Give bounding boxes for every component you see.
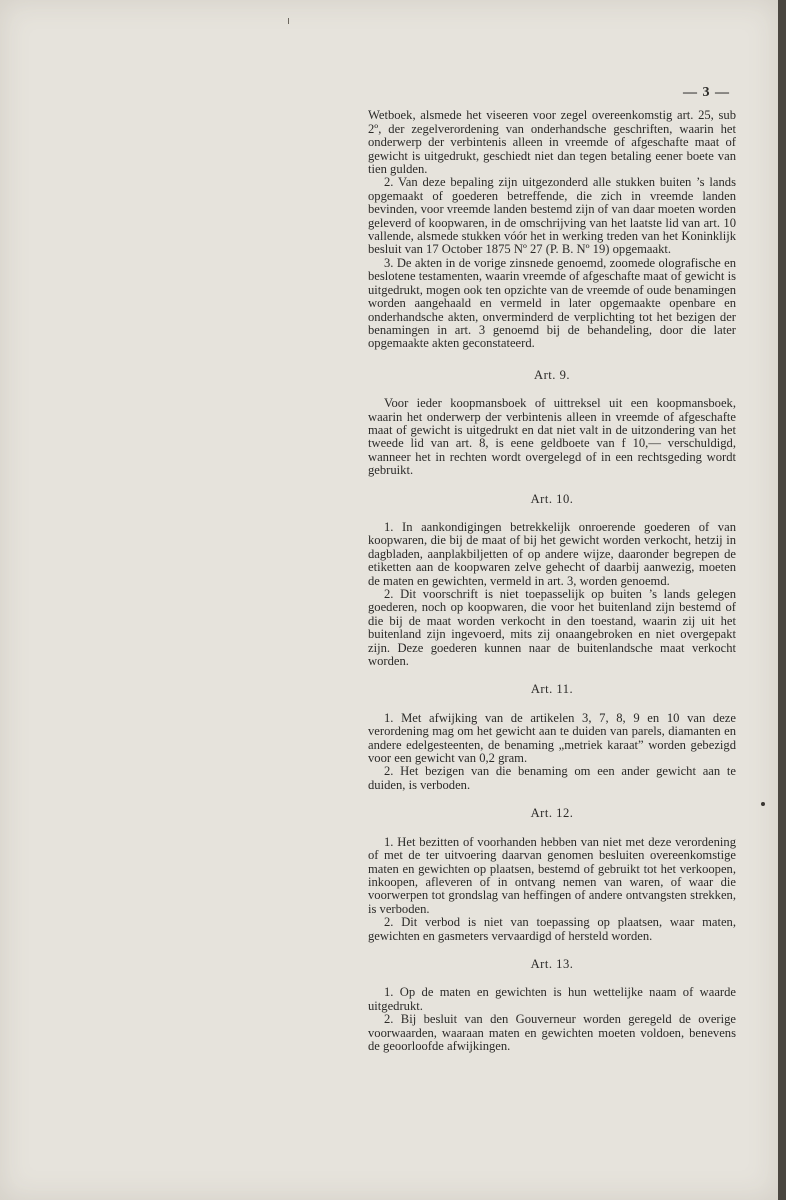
article-12-heading: Art. 12. (530, 806, 574, 821)
article-11-paragraph-1: 1. Met afwijking van de artikelen 3, 7, 8, 9 en 10 van deze verordening mag om het gewicht aan te duiden van parels, diamanten en andere edelgesteenten, de benaming „metriek karaat” worden gebezigd voor een gewicht van 0,2 gram. (368, 710, 736, 766)
article-11-paragraph-2: 2. Het bezigen van die benaming om een ander gewicht aan te duiden, is verboden. (368, 764, 736, 792)
article-12-paragraph-1: 1. Het bezitten of voorhanden hebben van niet met deze verordening of met de ter uitvoering daarvan genomen besluiten overeenkomstige maten en gewichten op plaatsen, bestemd of gebruikt tot het verkoopen, inkoopen, afleveren of in ontvang nemen van waren, of waar die voorwerpen tot grondslag van heffingen of andere ontvangsten strekken, is verboden. (368, 834, 736, 916)
page-number: — 3 — (683, 85, 730, 100)
page-edge (778, 0, 786, 1200)
article-13-paragraph-1: 1. Op de maten en gewichten is hun wettelijke naam of waarde uitgedrukt. (368, 985, 736, 1013)
margin-mark (288, 18, 289, 24)
margin-dot (761, 802, 765, 806)
text-column (368, 86, 736, 1053)
article-13-heading: Art. 13. (530, 956, 574, 971)
article-10-heading: Art. 10. (530, 491, 574, 506)
article-10-paragraph-2: 2. Dit voorschrift is niet toepasselijk op buiten ’s lands gelegen goederen, noch op koopwaren, die voor het buitenland zijn bestemd of die bij de maat worden verkocht in den toestand, waarin zij uit het buitenland zijn ingevoerd, mits zij onaangebroken en niet overgepakt zijn. Deze goederen kunnen naar de buitenlandsche maat verkocht worden. (368, 587, 736, 669)
article-12-paragraph-2: 2. Dit verbod is niet van toepassing op plaatsen, waar maten, gewichten en gasmeters vervaardigd of hersteld worden. (368, 915, 736, 943)
article-9-paragraph-1: Voor ieder koopmansboek of uittreksel uit een koopmansboek, waarin het onderwerp der verbintenis alleen in vreemde of afgeschafte maat of gewicht is uitgedrukt en dat niet valt in de uitzondering van het tweede lid van art. 8, is eene geldboete van f 10,— verschuldigd, wanneer het in rechten wordt overgelegd of in een rechtsgeding wordt gebruikt. (368, 396, 736, 478)
article-9-heading: Art. 9. (533, 367, 571, 382)
intro-paragraph-3: 3. De akten in de vorige zinsnede genoemd, zoomede olografische en beslotene testamenten, waarin vreemde of afgeschafte maat of gewicht is uitgedrukt, mogen ook ten opzichte van de vreemde of oude benamingen worden aangehaald en vermeld in later opgemaakte openbare en onderhandsche akten, onverminderd de verplichting tot het bezigen der benamingen in art. 3 genoemd bij de behandeling, door die later opgemaakte akten geconstateerd. (368, 255, 736, 351)
intro-paragraph-1: Wetboek, alsmede het viseeren voor zegel overeenkomstig art. 25, sub 2º, der zegelverordening van onderhandsche geschriften, waarin het onderwerp der verbintenis alleen in vreemde of afgeschafte maat of gewicht is uitgedrukt, geschiedt niet dan tegen betaling eener boete van tien gulden. (368, 108, 736, 177)
intro-paragraph-2: 2. Van deze bepaling zijn uitgezonderd alle stukken buiten ’s lands opgemaakt of goederen betreffende, die zich in vreemde landen bevinden, voor vreemde landen bestemd zijn of van daar moeten worden geleverd of koopwaren, in de omschrijving van het laatste lid van art. 10 vallende, alsmede stukken vóór het in werking treden van het Koninklijk besluit van 17 October 1875 Nº 27 (P. B. Nº 19) opgemaakt. (368, 175, 736, 257)
article-10-paragraph-1: 1. In aankondigingen betrekkelijk onroerende goederen of van koopwaren, die bij de maat of bij het gewicht worden verkocht, hetzij in dagbladen, aanplakbiljetten of op andere wijze, daaronder begrepen de etiketten aan de koopwaren zelve gehecht of daarbij aanwezig, moeten de maten en gewichten, vermeld in art. 3, worden genoemd. (368, 519, 736, 588)
article-13-paragraph-2: 2. Bij besluit van den Gouverneur worden geregeld de overige voorwaarden, waaraan maten en gewichten moeten voldoen, benevens de geoorloofde afwijkingen. (368, 1012, 736, 1053)
article-11-heading: Art. 11. (530, 682, 574, 697)
